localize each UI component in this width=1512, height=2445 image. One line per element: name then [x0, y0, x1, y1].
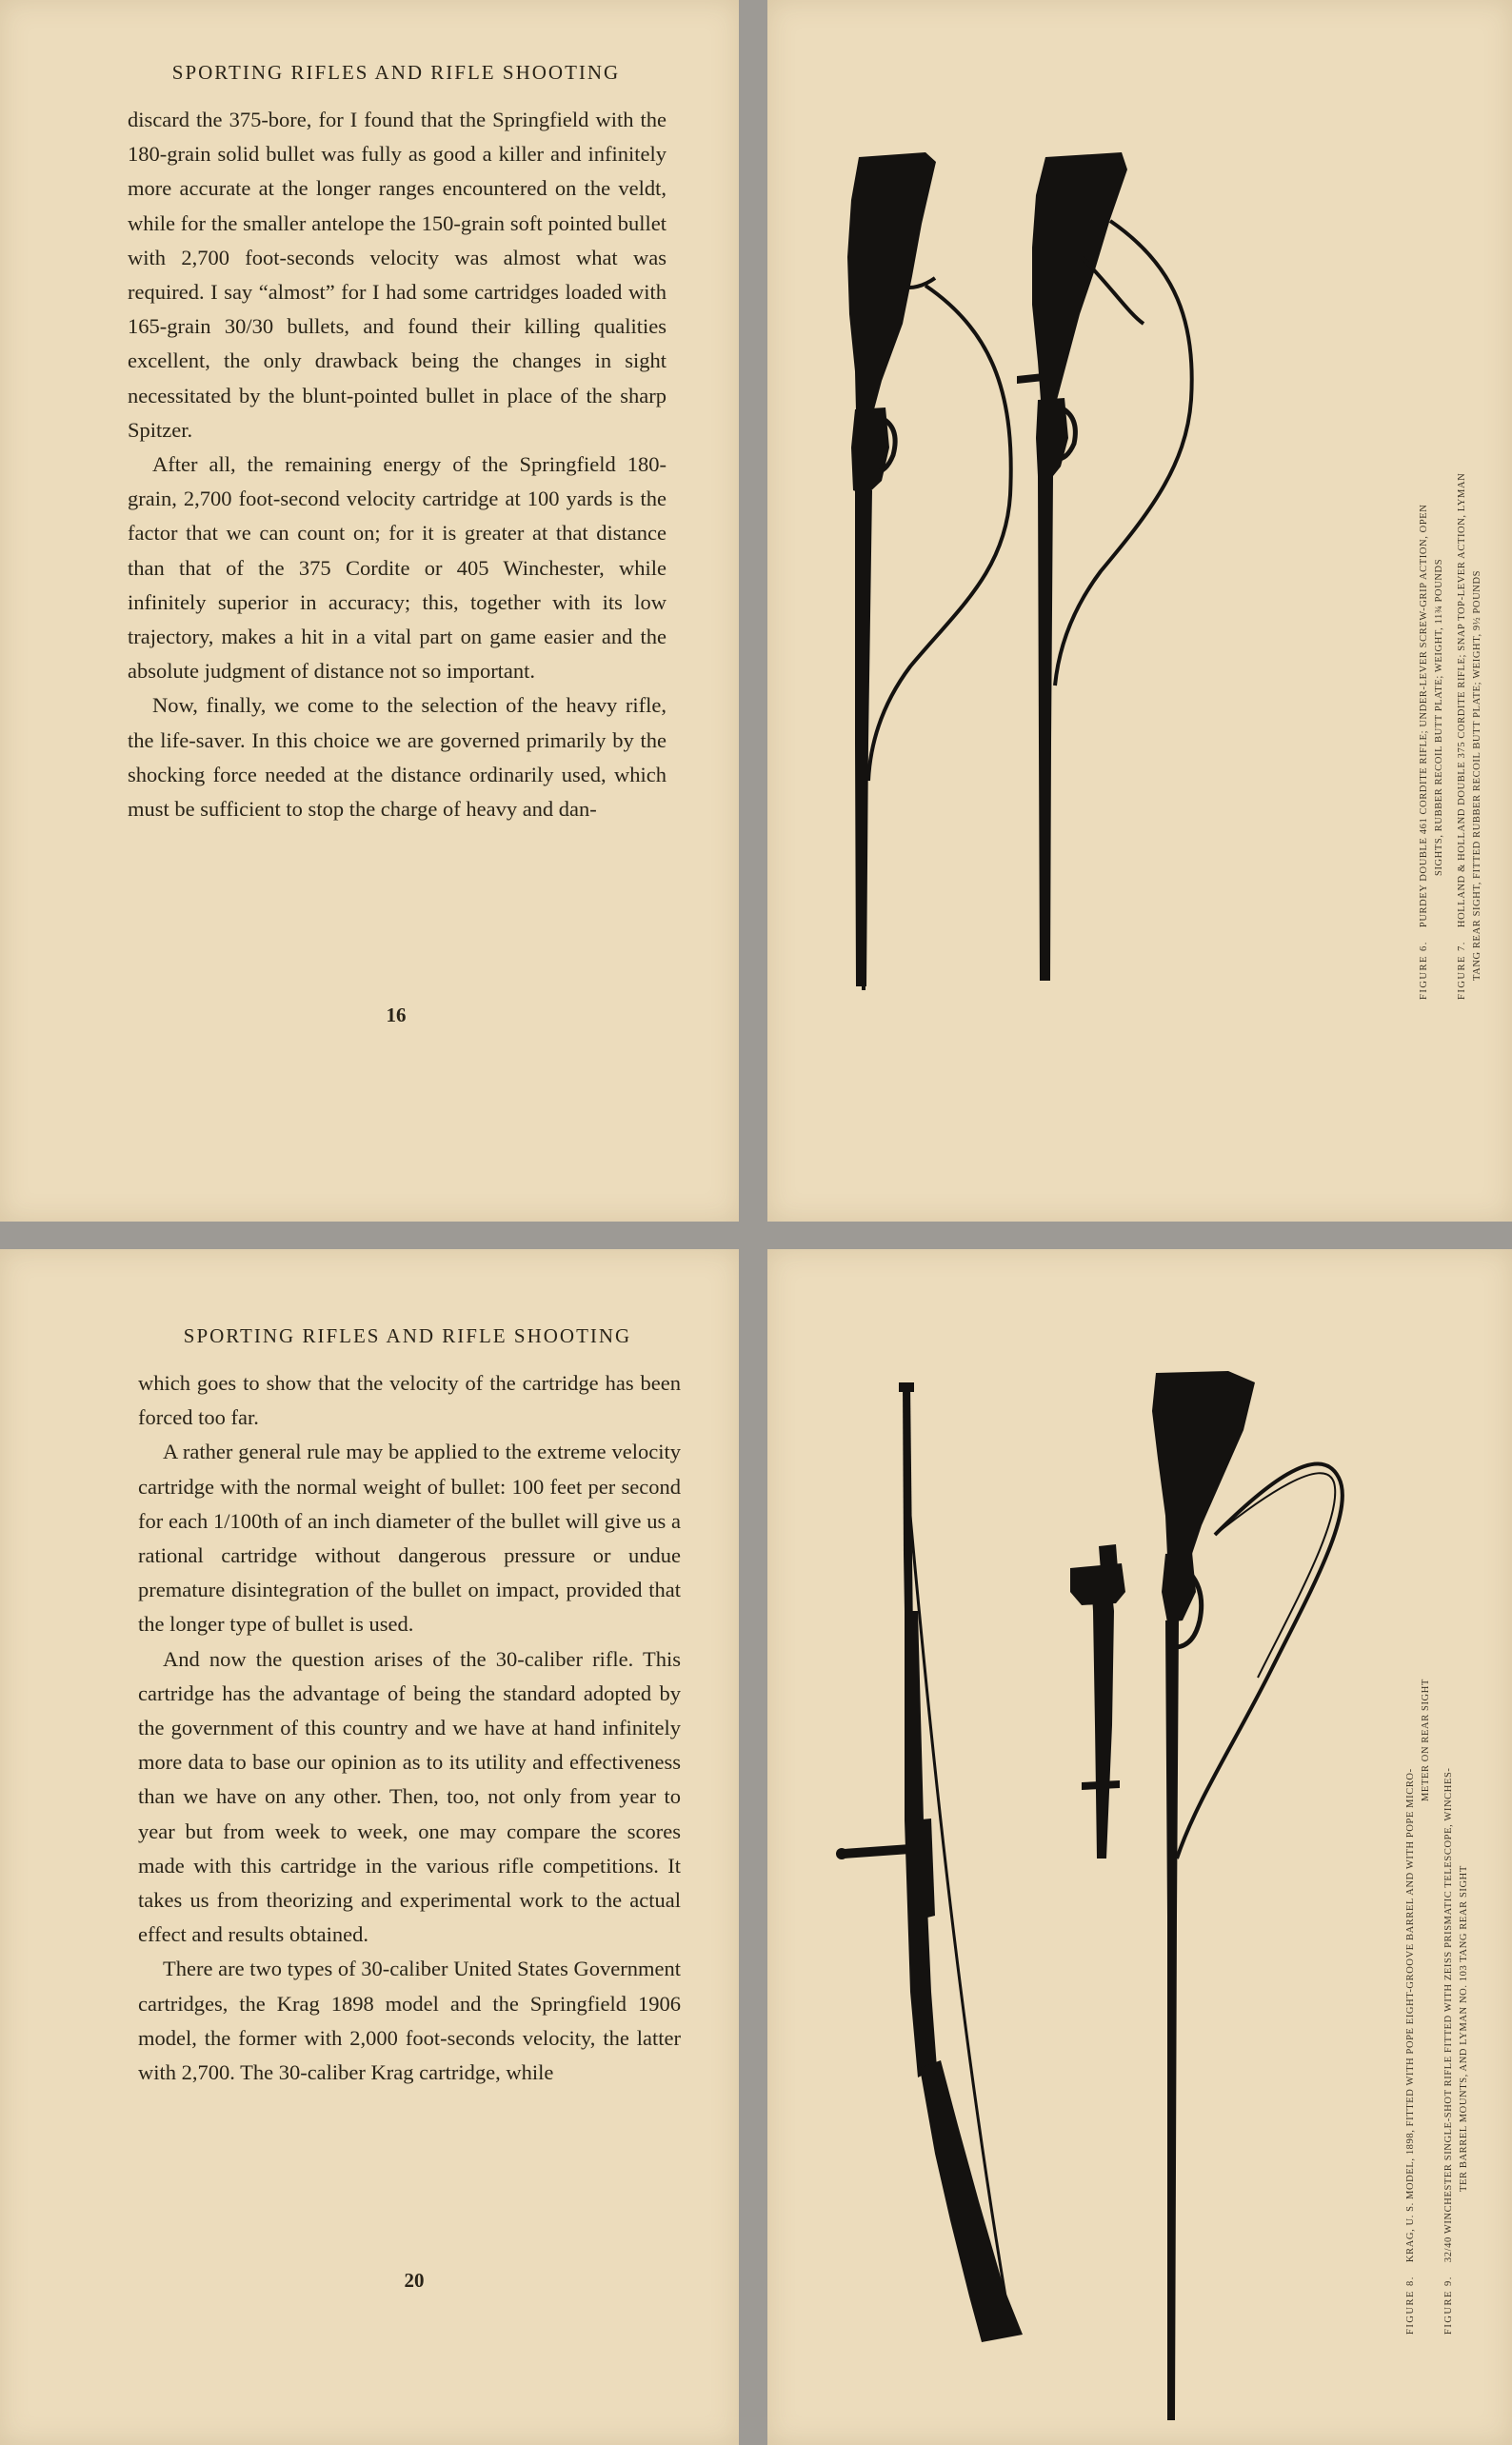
caption-figure-label: FIGURE 7.	[1457, 941, 1467, 1000]
paragraph-2: A rather general rule may be applied to the extreme velocity cartridge with the normal weight of bullet: 100 feet per second for each 1/100th of an inch diameter of the bullet will give us a rational cartridge without dangerous pressure or undue premature disintegration of the bullet on impact, provided that the longer type of bullet is used.	[138, 1440, 681, 1637]
rifle-photo-figures-6-7	[767, 0, 1512, 1222]
paragraph-3: Now, finally, we come to the selection of the heavy rifle, the life-saver. In this choice we are governed primarily by the shocking force needed at the distance ordinarily used, which must be sufficient to stop the charge of heavy and dan-	[128, 693, 666, 822]
caption-figure-7-line-2: TANG REAR SIGHT, FITTED RUBBER RECOIL BUTT PLATE; WEIGHT, 9½ POUNDS	[1472, 569, 1482, 981]
paragraph-1: discard the 375-bore, for I found that the Springfield with the 180-grain solid bullet was fully as good a killer and infinitely more accurate at the longer ranges encountered on the veldt, while for the smaller antelope the 150-grain soft pointed bullet with 2,700 foot-seconds velocity was almost what was required. I say “almost” for I had some cartridges loaded with 165-grain 30/30 bullets, and found their killing qualities excellent, the only drawback being the changes in sight necessitated by the blunt-pointed bullet in place of the sharp Spitzer.	[128, 108, 666, 442]
rifle-winchester-scope	[1070, 1371, 1255, 2420]
caption-figure-label: FIGURE 6.	[1419, 941, 1429, 1000]
caption-figure-8	[1403, 1768, 1418, 2335]
caption-figure-label: FIGURE 8.	[1405, 2276, 1416, 2335]
sling-purdey	[868, 286, 1011, 781]
rifle-krag	[836, 1382, 1023, 2342]
rifle-purdey-double	[847, 152, 936, 990]
caption-figure-8-line-2: METER ON REAR SIGHT	[1421, 1679, 1431, 1801]
plate-figures-6-7	[767, 0, 1512, 1222]
page-16	[0, 0, 739, 1222]
caption-figure-label: FIGURE 9.	[1443, 2276, 1454, 2335]
running-head: SPORTING RIFLES AND RIFLE SHOOTING	[183, 1324, 632, 1347]
caption-figure-9	[1442, 1768, 1456, 2336]
body-text	[128, 103, 666, 826]
caption-text: HOLLAND & HOLLAND DOUBLE 375 CORDITE RIFLE; SNAP TOP-LEVER ACTION, LYMAN	[1457, 472, 1467, 928]
caption-figure-9-line-2: TER BARREL MOUNTS, AND LYMAN NO. 103 TANG REAR SIGHT	[1459, 1865, 1469, 2192]
rifle-photo-figures-8-9	[767, 1249, 1512, 2445]
paragraph-1: which goes to show that the velocity of the cartridge has been forced too far.	[138, 1371, 681, 1430]
running-head: SPORTING RIFLES AND RIFLE SHOOTING	[171, 61, 621, 84]
caption-text: KRAG, U. S. MODEL, 1898, FITTED WITH POPE EIGHT-GROOVE BARREL AND WITH POPE MICRO-	[1405, 1768, 1416, 2263]
caption-figure-6	[1417, 505, 1431, 1000]
caption-text: 32/40 WINCHESTER SINGLE-SHOT RIFLE FITTED WITH ZEISS PRISMATIC TELESCOPE, WINCHES-	[1443, 1767, 1454, 2263]
page-number: 16	[386, 1004, 407, 1026]
paragraph-2: After all, the remaining energy of the Springfield 180-grain, 2,700 foot-second velocity cartridge at 100 yards is the factor that we can count on; for it is greater at that distance than that of the 375 Cordite or 405 Winchester, while infinitely superior in accuracy; this, together with its low trajectory, makes a hit in a vital part on game easier and the absolute judgment of distance not so important.	[128, 452, 666, 684]
plate-figures-8-9	[767, 1249, 1512, 2445]
paragraph-4: There are two types of 30-caliber United States Government cartridges, the Krag 1898 model and the Springfield 1906 model, the former with 2,000 foot-seconds velocity, the latter with 2,700. The 30-caliber Krag cartridge, while	[138, 1957, 681, 2085]
caption-figure-7	[1455, 473, 1469, 1000]
caption-figure-6-line-2: SIGHTS, RUBBER RECOIL BUTT PLATE; WEIGHT, 11¾ POUNDS	[1434, 558, 1444, 876]
page-20	[0, 1249, 739, 2445]
body-text	[138, 1366, 681, 2090]
paragraph-3: And now the question arises of the 30-caliber rifle. This cartridge has the advantage of being the standard adopted by the government of this country and we have at hand infinitely more data to base our opinion as to its utility and effectiveness than we have on any other. Then, too, not only from year to year but from week to week, one may compare the scores made with this cartridge in the various rifle competitions. It takes us from theorizing and experimental work to the actual effect and results obtained.	[138, 1646, 681, 1947]
caption-text: PURDEY DOUBLE 461 CORDITE RIFLE; UNDER-LEVER SCREW-GRIP ACTION, OPEN	[1419, 504, 1429, 928]
rifle-holland-double	[1017, 152, 1127, 981]
page-number: 20	[404, 2269, 425, 2292]
